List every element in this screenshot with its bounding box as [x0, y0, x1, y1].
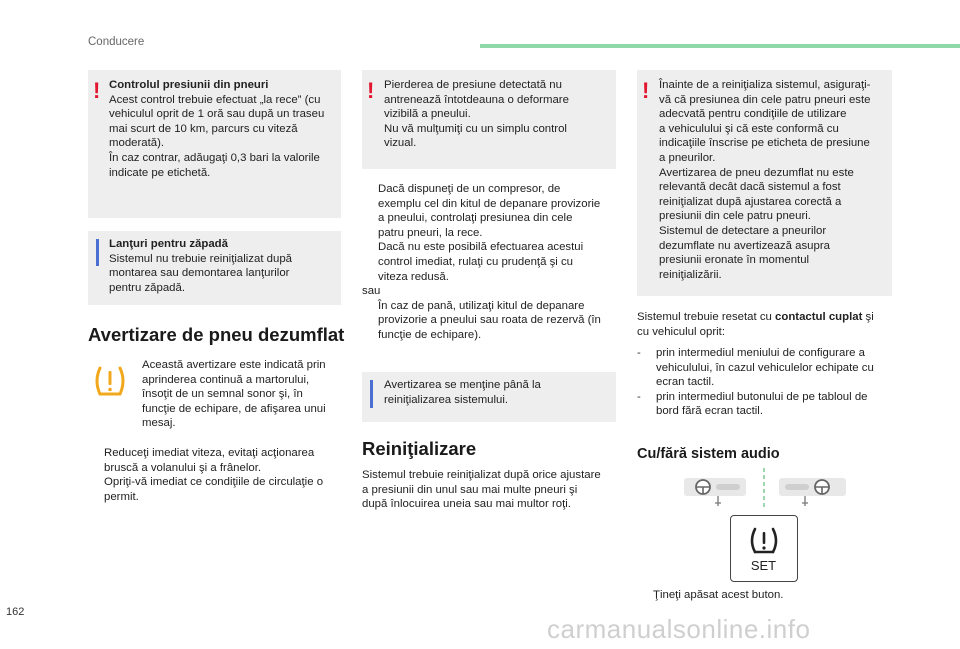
list-line: ecran tactil.	[656, 376, 715, 389]
list-item	[637, 390, 899, 419]
list-item	[362, 299, 620, 343]
box-line: dezumflate nu avertizează asupra	[659, 239, 830, 252]
icon-description-line: mesaj.	[142, 417, 176, 430]
list-line: Dacă nu este posibilă efectuarea acestui	[378, 241, 584, 254]
box-line: indicate pe etichetă.	[109, 166, 211, 179]
list-line: bord fără ecran tactil.	[656, 405, 763, 418]
box-line: În caz contrar, adăugaţi 0,3 bari la valorile	[109, 151, 320, 164]
bullet-marker	[362, 240, 378, 284]
box-line: a vehiculului şi că este conformă cu	[659, 122, 839, 135]
list-line: prin intermediul butonului de pe tabloul de	[656, 390, 868, 403]
box-line: reiniţializarea sistemului.	[384, 393, 509, 406]
reset-text: şi	[862, 311, 874, 323]
box-line: Avertizarea de pneu dezumflat nu este	[659, 166, 854, 179]
bullet-marker	[88, 475, 104, 504]
info-bar-icon	[370, 380, 373, 408]
icon-description-line: însoţit de un semnal sonor şi, în	[142, 388, 303, 401]
bullet-marker	[362, 299, 378, 343]
box-title: Controlul presiunii din pneuri	[109, 79, 269, 91]
box-line: presiunii eronate în momentul	[659, 254, 810, 267]
icon-description-line: Această avertizare este indicată prin	[142, 359, 326, 371]
list-line: Opriţi-vă imediat ce condiţiile de circulaţie o	[104, 476, 324, 489]
warning-exclamation-icon: !	[93, 78, 101, 103]
box-line: montarea sau demontarea lanţurilor	[109, 267, 290, 280]
set-button[interactable]	[730, 515, 798, 582]
section-heading: Avertizare de pneu dezumflat	[88, 324, 345, 345]
bullet-marker	[88, 446, 104, 475]
box-line: reiniţializat după ajustarea corectă a	[659, 195, 842, 208]
paragraph-line: Sistemul trebuie reiniţializat după orice ajustare	[362, 469, 601, 481]
paragraph-line: după înlocuirea uneia sau mai multor roţi.	[362, 498, 571, 511]
box-title: Lanţuri pentru zăpadă	[109, 238, 228, 250]
dash-marker: -	[637, 347, 641, 359]
list-line: permit.	[104, 490, 139, 503]
list-line: provizorie a pneului sau roata de rezervă (în	[378, 314, 601, 327]
pressure-loss-box	[362, 70, 616, 169]
list-item	[362, 240, 620, 284]
header-bar	[480, 44, 960, 48]
box-line: vizibilă a pneului.	[384, 108, 471, 121]
bullet-marker	[362, 182, 378, 240]
list-item	[637, 588, 897, 603]
section-heading: Reiniţializare	[362, 438, 477, 459]
list-line: control imediat, rulaţi cu prudenţă şi cu	[378, 255, 574, 268]
reset-text: Sistemul trebuie resetat cu	[637, 311, 776, 323]
box-line: Sistemul nu trebuie reiniţializat după	[109, 252, 292, 265]
reset-condition-line: cu vehiculul oprit:	[637, 325, 726, 338]
tire-pressure-icon	[745, 526, 783, 561]
list-item	[637, 346, 899, 390]
box-line: Nu vă mulţumiţi cu un simplu control	[384, 122, 567, 135]
box-line: vă că presiunea din cele patru pneuri este	[659, 93, 871, 106]
bullet-marker	[637, 588, 653, 603]
warning-exclamation-icon: !	[642, 78, 650, 103]
paragraph-line: a presiunii din unul sau mai multe pneuri şi	[362, 483, 578, 496]
list-line: patru pneuri, la rece.	[378, 226, 483, 239]
section-heading: Cu/fără sistem audio	[637, 446, 780, 462]
reset-bold-text: contactul cuplat	[775, 311, 863, 323]
box-line: antrenează întotdeauna o deformare	[384, 93, 569, 106]
page-number: 162	[6, 606, 25, 618]
list-line: viteza redusă.	[378, 270, 449, 283]
warning-exclamation-icon: !	[367, 78, 375, 103]
list-line: Dacă dispuneţi de un compresor, de	[378, 183, 561, 195]
list-item	[88, 475, 343, 504]
box-line: vehiculul oprit de 1 oră sau după un traseu	[109, 108, 325, 121]
box-line: indicaţiile înscrise pe eticheta de presiune	[659, 137, 870, 150]
list-line: bruscă a volanului şi a frânelor.	[104, 461, 262, 474]
list-item	[362, 182, 620, 240]
before-reset-box	[637, 70, 892, 296]
box-line: relevantă decât dacă sistemul a fost	[659, 181, 841, 194]
list-line: Ţineţi apăsat acest buton.	[653, 589, 784, 601]
list-item	[88, 446, 343, 475]
section-title: Conducere	[88, 36, 145, 48]
warning-persists-info-box	[362, 372, 616, 422]
list-line: exemplu cel din kitul de depanare provizorie	[378, 197, 601, 210]
list-line: prin intermediul meniului de configurare a	[656, 347, 865, 359]
dash-marker: -	[637, 390, 641, 403]
box-line: Pierderea de presiune detectată nu	[384, 79, 562, 91]
box-line: Înainte de a reiniţializa sistemul, asiguraţi-	[659, 79, 871, 91]
box-line: mai scurt de 10 km, parcurs cu viteză	[109, 122, 298, 135]
icon-description-line: funcţie de echipare, de afişarea unui	[142, 402, 326, 415]
box-line: vizual.	[384, 137, 417, 150]
list-line: funcţie de echipare).	[378, 328, 482, 341]
info-bar-icon	[96, 239, 99, 266]
list-line: În caz de pană, utilizaţi kitul de depanare	[378, 299, 585, 312]
box-line: a pneurilor.	[659, 151, 716, 164]
dashboard-illustration	[684, 466, 854, 510]
snow-chains-info-box	[88, 231, 341, 305]
box-line: Sistemul de detectare a pneurilor	[659, 224, 827, 237]
set-button-label: SET	[750, 558, 777, 573]
box-line: reiniţializării.	[659, 268, 722, 281]
icon-description-line: aprinderea continuă a martorului,	[142, 373, 310, 386]
box-line: presiunii din cele patru pneuri.	[659, 210, 811, 223]
box-line: Avertizarea se menţine până la	[384, 379, 541, 391]
box-line: moderată).	[109, 137, 165, 150]
box-line: pentru zăpadă.	[109, 281, 185, 294]
box-line: Acest control trebuie efectuat „la rece” (cu	[109, 93, 321, 106]
reset-condition-line	[637, 310, 897, 325]
or-label: sau	[362, 285, 381, 298]
list-line: Reduceţi imediat viteza, evitaţi acţionarea	[104, 447, 315, 459]
list-line: vehiculului, în cazul vehiculelor echipate cu	[656, 361, 874, 374]
list-line: a pneului, controlaţi presiunea din cele	[378, 212, 573, 225]
watermark: carmanualsonline.info	[547, 614, 811, 644]
tire-pressure-warning-icon	[91, 364, 129, 398]
tire-pressure-check-box	[88, 70, 341, 218]
box-line: adecvată pentru condiţiile de utilizare	[659, 108, 847, 121]
